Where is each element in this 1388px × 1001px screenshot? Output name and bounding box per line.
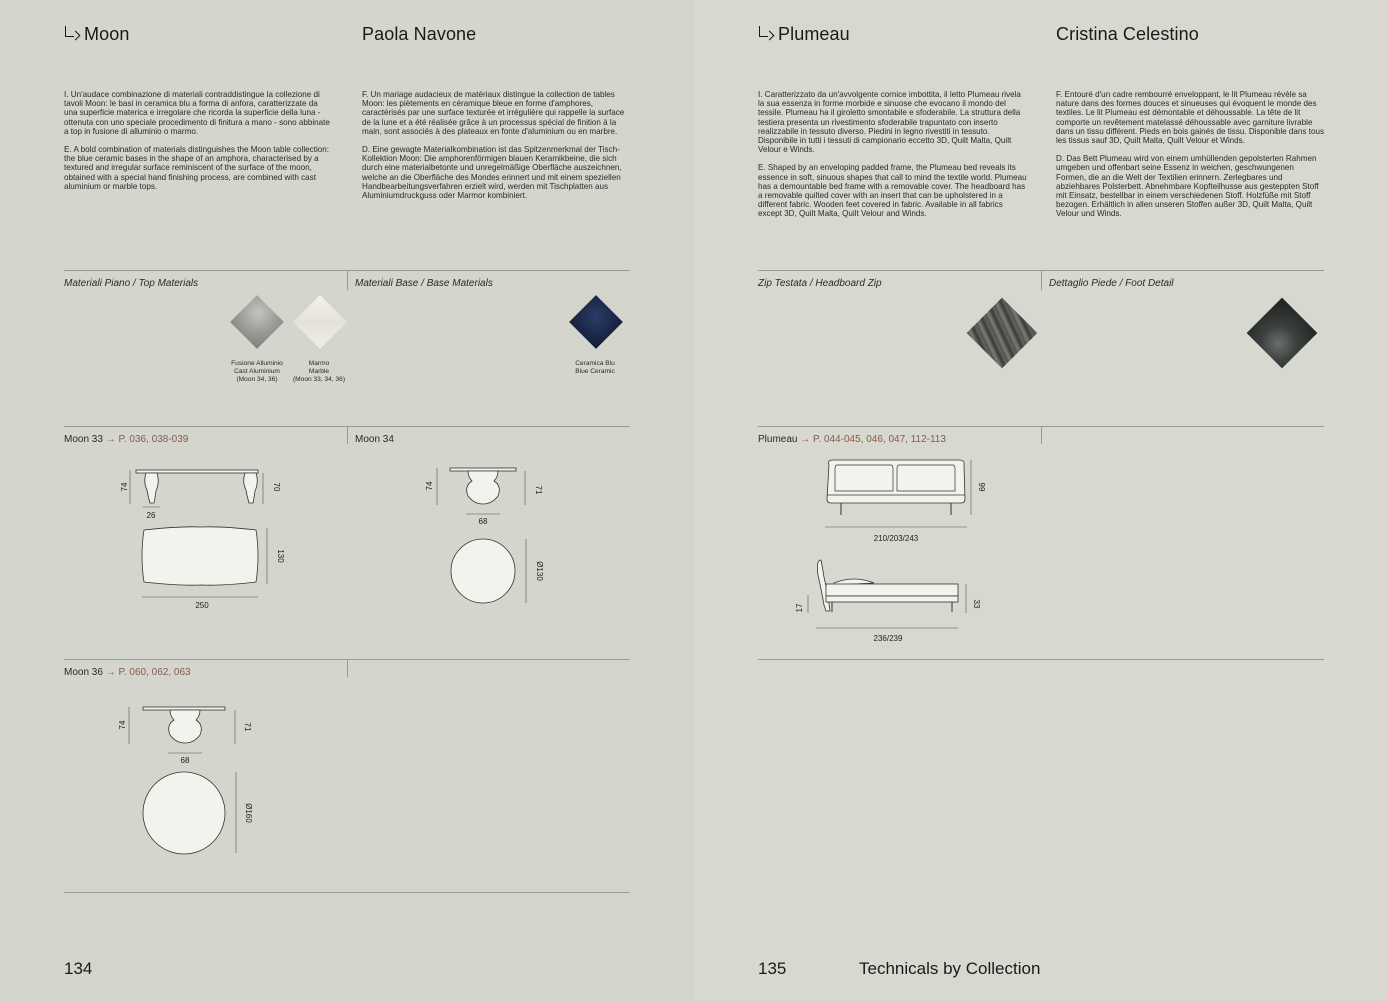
marble-swatch <box>293 295 347 349</box>
dimension-height: 74 <box>120 482 129 492</box>
dimension-diameter: Ø160 <box>244 803 253 823</box>
description-en: E. A bold combination of materials distinguishes the Moon table collection: the blue ceramic bases in the shape of an amphora, characterised by a textured and irregular surface reminiscent of the surface of the moon, obtained with a special hand finishing process, are combined with cast aluminium or marble tops. <box>64 145 329 191</box>
description-col-2-right <box>1056 90 1324 228</box>
materials-top-label: Materiali Piano / Top Materials <box>64 278 199 289</box>
dimension-height: 17 <box>795 603 804 613</box>
description-col-1-left <box>64 90 332 200</box>
moon-36-technical-drawing <box>110 700 270 860</box>
product-moon-34: Moon 34 <box>355 434 394 445</box>
dimension-height: 74 <box>118 720 127 730</box>
divider <box>64 892 630 893</box>
dimension-base-width: 68 <box>180 756 190 765</box>
product-moon-36: Moon 36 → P. 060, 062, 063 <box>64 667 191 678</box>
designer-name-right: Cristina Celestino <box>1056 24 1199 44</box>
foot-detail-label: Dettaglio Piede / Foot Detail <box>1049 278 1174 289</box>
right-page <box>694 0 1388 1001</box>
dimension-base-width: 68 <box>478 517 488 526</box>
dimension-height: 70 <box>272 482 281 492</box>
corner-arrow-icon <box>64 28 78 40</box>
dimension-diameter: Ø130 <box>535 561 544 581</box>
headboard-zip-label: Zip Testata / Headboard Zip <box>758 278 882 289</box>
divider <box>1041 426 1042 444</box>
divider <box>347 270 348 290</box>
page-reference-link[interactable]: → P. 036, 038-039 <box>105 434 189 445</box>
collection-title-plumeau: Plumeau <box>758 24 850 45</box>
description-col-1-right <box>758 90 1028 228</box>
corner-arrow-icon <box>758 28 772 40</box>
swatch-caption-ceramic: Ceramica Blu Blue Ceramic <box>575 360 615 375</box>
description-en: E. Shaped by an enveloping padded frame, the Plumeau bed reveals its essence in soft, sinuous shapes that call to mind the textile world. Plumeau has a demountable bed frame with a removable cover. The headboard has a removable quilted cover with an insert that can be upholstered in a different fabric. Wooden feet covered in fabric. Available in all fabrics except 3D, Quilt Malta, Quilt Velour and Winds. <box>758 163 1027 219</box>
blue-ceramic-swatch <box>569 295 623 349</box>
dimension-base-width: 26 <box>146 511 156 520</box>
headboard-zip-photo <box>967 298 1038 369</box>
page-number-right: 135 <box>758 959 787 978</box>
foot-detail-photo <box>1247 298 1318 369</box>
product-moon-33: Moon 33 → P. 036, 038-039 <box>64 434 189 445</box>
dimension-height: 99 <box>977 482 986 492</box>
description-de: D. Das Bett Plumeau wird von einem umhüllenden gepolsterten Rahmen umgeben und offenbart seine Essenz in weichen, geschwungenen Formen, die an die Welt der Textilien erinnern. Zerlegbares und abziehbares Polsterbett. Abnehmbare Kopfteilhusse aus gesteppten Stoff mit Einsatz, bestellbar in einem verschiedenen Stoff. Holzfüße mit Stoff bezogen. Erhältlich in allen unseren Stoffen außer 3D, Quilt Malta, Quilt Velour und Winds. <box>1056 154 1319 219</box>
page-number-left: 134 <box>64 959 93 978</box>
divider <box>347 426 348 444</box>
dimension-height: 74 <box>425 481 434 491</box>
dimension-width: 210/203/243 <box>873 534 919 543</box>
section-footer-title: Technicals by Collection <box>859 959 1041 978</box>
divider <box>347 659 348 677</box>
plumeau-side-drawing <box>794 555 994 650</box>
page-reference-link[interactable]: → P. 044-045, 046, 047, 112-113 <box>800 434 946 445</box>
description-it: I. Caratterizzato da un'avvolgente cornice imbottita, il letto Plumeau rivela la sua essenza in forme morbide e sinuose che evocano il mondo del tessile. Plumeau ha il giroletto smontabile e sfoderabile. La struttura della testiera presenta un rivestimento sfoderabile trapuntato con inserto realizzabile in tessuto diverso. Piedini in legno rivestiti in tessuto. Disponibile in tutti i tessuti di campionario eccetto 3D, Quilt Malta, Quilt Velour e Winds. <box>758 90 1021 155</box>
moon-33-technical-drawing <box>110 460 300 615</box>
swatch-caption-marble: Marmo Marble (Moon 33, 34, 36) <box>292 360 346 383</box>
dimension-length: 236/239 <box>873 634 903 643</box>
plumeau-front-drawing <box>819 455 989 550</box>
collection-title-moon: Moon <box>64 24 129 45</box>
description-fr: F. Entouré d'un cadre rembourré enveloppant, le lit Plumeau révèle sa nature dans des formes douces et sinueuses qui évoquent le monde des textiles. Le lit Plumeau est démontable et déhoussable. La tête de lit comporte un revêtement matelassé déhoussable avec garniture livrable dans un tissu différent. Pieds en bois gainés de tissu. Disponible dans tous les tissus sauf 3D, Quilt Malta, Quilt Velour et Winds. <box>1056 90 1325 146</box>
dimension-depth: 130 <box>276 549 285 563</box>
cast-aluminium-swatch <box>230 295 284 349</box>
designer-name-left: Paola Navone <box>362 24 477 44</box>
description-de: D. Eine gewagte Materialkombination ist das Spitzenmerkmal der Tisch-Kollektion Moon: Die amphorenförmigen blauen Keramikbeine, die sich durch eine materialbetonte und unregelmäßige Oberfläche auszeichnen, welche an die Oberfläche des Mondes erinnert und mit einem speziellen Handbearbeitungsverfahren erzielt wird, werden mit Tischplatten aus Aluminiumdruckguss oder Marmor kombiniert. <box>362 145 622 201</box>
dimension-height: 33 <box>972 599 981 609</box>
materials-base-label: Materiali Base / Base Materials <box>355 278 493 289</box>
dimension-length: 250 <box>195 601 209 610</box>
page-reference-link[interactable]: → P. 060, 062, 063 <box>105 667 191 678</box>
product-plumeau: Plumeau → P. 044-045, 046, 047, 112-113 <box>758 434 946 445</box>
description-fr: F. Un mariage audacieux de matériaux distingue la collection de tables Moon: les piètements en céramique bleue en forme d'amphores, caractérisés par une surface texturée et irrégulière qui rappelle la surface de la lune et a été réalisée grâce à un processus spécial de finition à la main, sont associés à des plateaux en fonte d'aluminium ou en marbre. <box>362 90 625 136</box>
moon-34-technical-drawing <box>410 460 560 610</box>
divider <box>758 659 1324 660</box>
dimension-height: 71 <box>243 722 252 732</box>
description-col-2-left <box>362 90 628 209</box>
dimension-height: 71 <box>534 485 543 495</box>
divider <box>1041 270 1042 290</box>
description-it: I. Un'audace combinazione di materiali contraddistingue la collezione di tavoli Moon: le basi in ceramica blu a forma di anfora, caratterizzate da una superficie materica e irregolare che ricorda la superficie della luna - ottenuta con uno speciale procedimento di finitura a mano - sono abbinate a top in fusione di alluminio o marmo. <box>64 90 330 136</box>
swatch-caption-aluminium: Fusione Alluminio Cast Aluminium (Moon 34, 36) <box>231 360 283 383</box>
